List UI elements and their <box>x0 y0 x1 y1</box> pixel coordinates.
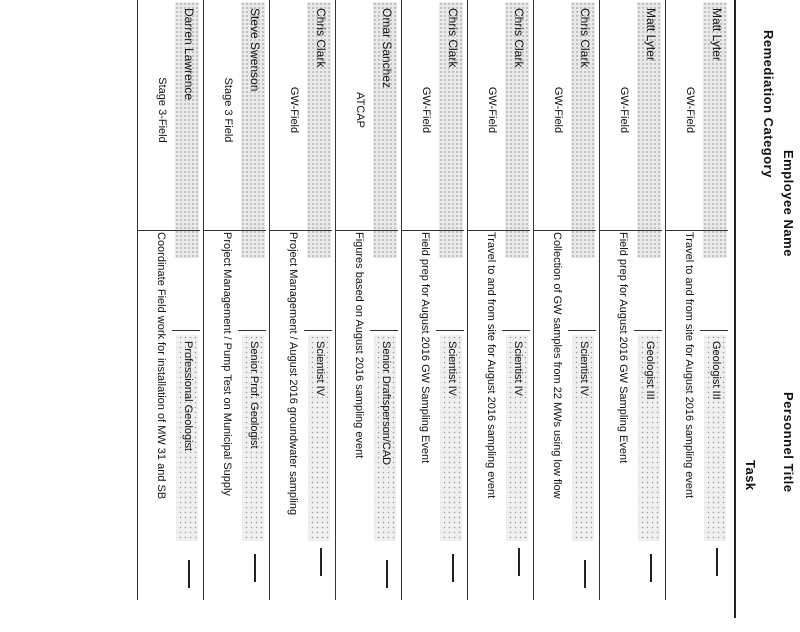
table-row <box>467 0 530 600</box>
personnel-title-cell: Senior Draftsperson/CAD <box>374 335 396 541</box>
row-rule-mark <box>716 548 718 576</box>
table-row <box>137 0 200 600</box>
employee-name-cell: Chris Clark <box>307 2 331 258</box>
personnel-title-cell: Senior Prof. Geologist <box>242 335 264 541</box>
task-cell: Figures based on August 2016 sampling event <box>353 232 365 459</box>
column-divider <box>600 230 662 231</box>
task-cell: Collection of GW samples from 22 MWs using low flow <box>551 232 563 499</box>
employee-name-cell: Omar Sanchez <box>373 2 397 258</box>
task-cell: Travel to and from site for August 2016 sampling event <box>683 232 695 499</box>
remediation-category-cell: Stage 3 Field <box>222 77 234 143</box>
remediation-category-cell: GW-Field <box>288 86 300 134</box>
column-divider <box>204 230 266 231</box>
personnel-title-cell: Scientist IV <box>440 335 462 541</box>
column-divider <box>402 230 464 231</box>
table-row <box>599 0 662 600</box>
column-divider <box>138 230 200 231</box>
column-divider <box>468 230 530 231</box>
remediation-category-cell: GW-Field <box>420 86 432 134</box>
personnel-title-cell: Scientist IV <box>572 335 594 541</box>
employee-name-cell: Chris Clark <box>439 2 463 258</box>
column-divider <box>502 330 530 331</box>
task-cell: Field prep for August 2016 GW Sampling Event <box>617 232 629 464</box>
employee-name-cell: Darren Lawrence <box>175 2 199 258</box>
personnel-title-cell: Geologist III <box>704 335 726 541</box>
column-divider <box>270 230 332 231</box>
table-row <box>203 0 266 600</box>
personnel-title-cell: Geologist III <box>638 335 660 541</box>
table-header <box>734 0 800 618</box>
header-remediation-category: Remediation Category <box>761 30 776 178</box>
column-divider <box>436 330 464 331</box>
employee-name-cell: Chris Clark <box>505 2 529 258</box>
row-rule-mark <box>386 560 388 588</box>
employee-name-cell: Matt Lyter <box>637 2 661 258</box>
table-row <box>533 0 596 600</box>
employee-name-cell: Steve Swenson <box>241 2 265 258</box>
column-divider <box>304 330 332 331</box>
column-divider <box>700 330 728 331</box>
column-divider <box>534 230 596 231</box>
task-cell: Field prep for August 2016 GW Sampling Event <box>419 232 431 464</box>
remediation-category-cell: Stage 3-Field <box>156 77 168 143</box>
column-divider <box>370 330 398 331</box>
table-row <box>665 0 728 600</box>
personnel-title-cell: Scientist IV <box>308 335 330 541</box>
task-cell: Travel to and from site for August 2016 sampling event <box>485 232 497 499</box>
table-row <box>335 0 398 600</box>
task-cell: Coordinate Field work for installation of MW 31 and SB <box>155 232 167 500</box>
row-rule-mark <box>320 548 322 576</box>
remediation-category-cell: GW-Field <box>552 86 564 134</box>
employee-name-cell: Matt Lyter <box>703 2 727 258</box>
column-divider <box>172 330 200 331</box>
task-cell: Project Management / Pump Test on Municipal Supply <box>221 232 233 496</box>
table-row <box>401 0 464 600</box>
column-divider <box>666 230 728 231</box>
header-personnel-title: Personnel Title <box>781 392 796 493</box>
remediation-category-cell: GW-Field <box>618 86 630 134</box>
header-employee-name: Employee Name <box>781 150 796 257</box>
remediation-category-cell: GW-Field <box>486 86 498 134</box>
personnel-title-cell: Professional Geologist <box>176 335 198 541</box>
column-divider <box>634 330 662 331</box>
row-rule-mark <box>650 554 652 582</box>
table-row <box>269 0 332 600</box>
row-rule-mark <box>254 554 256 582</box>
personnel-title-cell: Scientist IV <box>506 335 528 541</box>
remediation-category-cell: GW-Field <box>684 86 696 134</box>
remediation-category-cell: ATCAP <box>354 92 366 128</box>
header-task: Task <box>743 460 758 491</box>
employee-name-cell: Chris Clark <box>571 2 595 258</box>
row-rule-mark <box>584 560 586 588</box>
row-rule-mark <box>188 560 190 588</box>
row-rule-mark <box>452 554 454 582</box>
column-divider <box>568 330 596 331</box>
row-rule-mark <box>518 548 520 576</box>
task-cell: Project Management / August 2016 groundwater sampling <box>287 232 299 516</box>
column-divider <box>336 230 398 231</box>
column-divider <box>238 330 266 331</box>
